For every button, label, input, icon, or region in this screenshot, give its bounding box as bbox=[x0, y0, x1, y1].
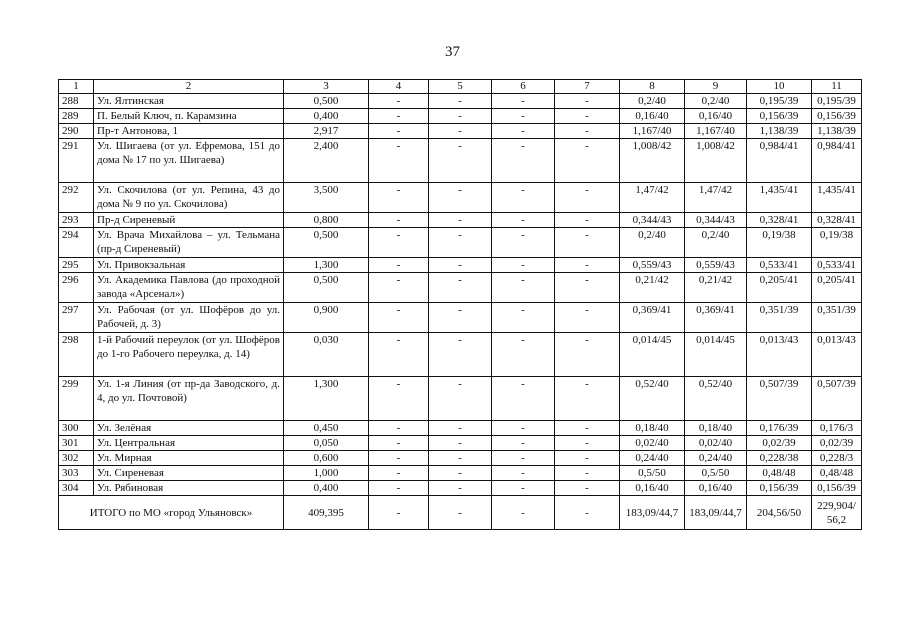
col8-value: 0,2/40 bbox=[620, 228, 685, 258]
header-cell: 10 bbox=[747, 80, 812, 94]
col6-value: - bbox=[492, 124, 555, 139]
total-col5: - bbox=[429, 496, 492, 530]
col10-value: 0,507/39 bbox=[747, 377, 812, 421]
col10-value: 0,984/41 bbox=[747, 139, 812, 183]
header-cell: 2 bbox=[94, 80, 284, 94]
col4-value: - bbox=[369, 466, 429, 481]
header-row bbox=[59, 80, 862, 94]
row-number: 289 bbox=[59, 109, 94, 124]
col11-value: 0,19/38 bbox=[812, 228, 862, 258]
col7-value: - bbox=[555, 273, 620, 303]
col9-value: 0,369/41 bbox=[685, 303, 747, 333]
length-value: 0,500 bbox=[284, 273, 369, 303]
table-row bbox=[59, 139, 862, 183]
col8-value: 0,21/42 bbox=[620, 273, 685, 303]
col4-value: - bbox=[369, 303, 429, 333]
col9-value: 0,5/50 bbox=[685, 466, 747, 481]
col7-value: - bbox=[555, 466, 620, 481]
col5-value: - bbox=[429, 421, 492, 436]
col8-value: 0,16/40 bbox=[620, 481, 685, 496]
col9-value: 0,559/43 bbox=[685, 258, 747, 273]
header-cell: 1 bbox=[59, 80, 94, 94]
table-row bbox=[59, 436, 862, 451]
col4-value: - bbox=[369, 273, 429, 303]
street-name: Ул. Привокзальная bbox=[94, 258, 284, 273]
length-value: 1,300 bbox=[284, 258, 369, 273]
col5-value: - bbox=[429, 183, 492, 213]
col6-value: - bbox=[492, 258, 555, 273]
col6-value: - bbox=[492, 377, 555, 421]
col7-value: - bbox=[555, 183, 620, 213]
length-value: 2,400 bbox=[284, 139, 369, 183]
table-row bbox=[59, 303, 862, 333]
col5-value: - bbox=[429, 94, 492, 109]
col8-value: 0,18/40 bbox=[620, 421, 685, 436]
col8-value: 1,008/42 bbox=[620, 139, 685, 183]
col7-value: - bbox=[555, 94, 620, 109]
street-name: Ул. Скочилова (от ул. Репина, 43 до дома № 9 по ул. Скочилова) bbox=[94, 183, 284, 213]
col6-value: - bbox=[492, 421, 555, 436]
col6-value: - bbox=[492, 213, 555, 228]
total-length: 409,395 bbox=[284, 496, 369, 530]
col11-value: 0,984/41 bbox=[812, 139, 862, 183]
col10-value: 0,328/41 bbox=[747, 213, 812, 228]
total-col9: 183,09/44,7 bbox=[685, 496, 747, 530]
table-row bbox=[59, 377, 862, 421]
header-cell: 5 bbox=[429, 80, 492, 94]
col11-value: 0,156/39 bbox=[812, 109, 862, 124]
col5-value: - bbox=[429, 124, 492, 139]
length-value: 0,500 bbox=[284, 94, 369, 109]
col11-value: 0,507/39 bbox=[812, 377, 862, 421]
street-name: Ул. Академика Павлова (до проходной завода «Арсенал») bbox=[94, 273, 284, 303]
col9-value: 0,24/40 bbox=[685, 451, 747, 466]
col9-value: 1,167/40 bbox=[685, 124, 747, 139]
col9-value: 0,18/40 bbox=[685, 421, 747, 436]
col5-value: - bbox=[429, 481, 492, 496]
col8-value: 0,52/40 bbox=[620, 377, 685, 421]
col7-value: - bbox=[555, 481, 620, 496]
col11-value: 0,351/39 bbox=[812, 303, 862, 333]
col5-value: - bbox=[429, 109, 492, 124]
col4-value: - bbox=[369, 228, 429, 258]
col5-value: - bbox=[429, 273, 492, 303]
table-row bbox=[59, 124, 862, 139]
col6-value: - bbox=[492, 303, 555, 333]
table-row bbox=[59, 333, 862, 377]
col11-value: 1,435/41 bbox=[812, 183, 862, 213]
row-number: 299 bbox=[59, 377, 94, 421]
col10-value: 0,156/39 bbox=[747, 481, 812, 496]
col11-value: 0,533/41 bbox=[812, 258, 862, 273]
length-value: 0,800 bbox=[284, 213, 369, 228]
table-row bbox=[59, 421, 862, 436]
col8-value: 0,16/40 bbox=[620, 109, 685, 124]
header-cell: 3 bbox=[284, 80, 369, 94]
total-col4: - bbox=[369, 496, 429, 530]
col11-value: 1,138/39 bbox=[812, 124, 862, 139]
col8-value: 0,559/43 bbox=[620, 258, 685, 273]
col4-value: - bbox=[369, 451, 429, 466]
col10-value: 0,351/39 bbox=[747, 303, 812, 333]
col4-value: - bbox=[369, 377, 429, 421]
row-number: 296 bbox=[59, 273, 94, 303]
col5-value: - bbox=[429, 258, 492, 273]
col10-value: 1,435/41 bbox=[747, 183, 812, 213]
length-value: 1,300 bbox=[284, 377, 369, 421]
table-row bbox=[59, 451, 862, 466]
col6-value: - bbox=[492, 481, 555, 496]
col10-value: 0,228/38 bbox=[747, 451, 812, 466]
length-value: 0,450 bbox=[284, 421, 369, 436]
col9-value: 0,16/40 bbox=[685, 481, 747, 496]
length-value: 1,000 bbox=[284, 466, 369, 481]
length-value: 3,500 bbox=[284, 183, 369, 213]
col11-value: 0,48/48 bbox=[812, 466, 862, 481]
total-row bbox=[59, 496, 862, 530]
col7-value: - bbox=[555, 109, 620, 124]
col5-value: - bbox=[429, 139, 492, 183]
col6-value: - bbox=[492, 94, 555, 109]
col11-value: 0,228/3 bbox=[812, 451, 862, 466]
col8-value: 1,167/40 bbox=[620, 124, 685, 139]
page-number: 37 bbox=[445, 44, 460, 60]
street-name: 1-й Рабочий переулок (от ул. Шофёров до 1-го Рабочего переулка, д. 14) bbox=[94, 333, 284, 377]
col11-value: 0,02/39 bbox=[812, 436, 862, 451]
length-value: 0,030 bbox=[284, 333, 369, 377]
street-name: Ул. Рабочая (от ул. Шофёров до ул. Рабочей, д. 3) bbox=[94, 303, 284, 333]
col6-value: - bbox=[492, 183, 555, 213]
street-name: Ул. Ялтинская bbox=[94, 94, 284, 109]
total-col8: 183,09/44,7 bbox=[620, 496, 685, 530]
col4-value: - bbox=[369, 183, 429, 213]
col7-value: - bbox=[555, 303, 620, 333]
col4-value: - bbox=[369, 258, 429, 273]
col5-value: - bbox=[429, 213, 492, 228]
col9-value: 0,52/40 bbox=[685, 377, 747, 421]
col6-value: - bbox=[492, 451, 555, 466]
col7-value: - bbox=[555, 139, 620, 183]
col9-value: 0,2/40 bbox=[685, 94, 747, 109]
table-row bbox=[59, 466, 862, 481]
col10-value: 0,02/39 bbox=[747, 436, 812, 451]
col10-value: 0,013/43 bbox=[747, 333, 812, 377]
col11-value: 0,195/39 bbox=[812, 94, 862, 109]
total-label: ИТОГО по МО «город Ульяновск» bbox=[59, 496, 284, 530]
col5-value: - bbox=[429, 228, 492, 258]
table-row bbox=[59, 94, 862, 109]
col10-value: 1,138/39 bbox=[747, 124, 812, 139]
col11-value: 0,176/3 bbox=[812, 421, 862, 436]
street-name: Ул. Зелёная bbox=[94, 421, 284, 436]
street-name: Ул. Рябиновая bbox=[94, 481, 284, 496]
header-cell: 4 bbox=[369, 80, 429, 94]
col8-value: 0,5/50 bbox=[620, 466, 685, 481]
col6-value: - bbox=[492, 466, 555, 481]
header-cell: 9 bbox=[685, 80, 747, 94]
col4-value: - bbox=[369, 213, 429, 228]
col7-value: - bbox=[555, 377, 620, 421]
col7-value: - bbox=[555, 333, 620, 377]
col9-value: 0,21/42 bbox=[685, 273, 747, 303]
col4-value: - bbox=[369, 436, 429, 451]
length-value: 0,400 bbox=[284, 109, 369, 124]
row-number: 291 bbox=[59, 139, 94, 183]
total-col11: 229,904/ 56,2 bbox=[812, 496, 862, 530]
col4-value: - bbox=[369, 333, 429, 377]
col10-value: 0,195/39 bbox=[747, 94, 812, 109]
table-row bbox=[59, 109, 862, 124]
col10-value: 0,176/39 bbox=[747, 421, 812, 436]
total-col10: 204,56/50 bbox=[747, 496, 812, 530]
col6-value: - bbox=[492, 333, 555, 377]
col8-value: 0,014/45 bbox=[620, 333, 685, 377]
street-name: Ул. 1-я Линия (от пр-да Заводского, д. 4, до ул. Почтовой) bbox=[94, 377, 284, 421]
col8-value: 0,24/40 bbox=[620, 451, 685, 466]
total-col7: - bbox=[555, 496, 620, 530]
col7-value: - bbox=[555, 124, 620, 139]
row-number: 297 bbox=[59, 303, 94, 333]
col10-value: 0,156/39 bbox=[747, 109, 812, 124]
col7-value: - bbox=[555, 213, 620, 228]
col9-value: 1,008/42 bbox=[685, 139, 747, 183]
col9-value: 0,16/40 bbox=[685, 109, 747, 124]
col7-value: - bbox=[555, 258, 620, 273]
table-row bbox=[59, 481, 862, 496]
col10-value: 0,205/41 bbox=[747, 273, 812, 303]
col8-value: 0,02/40 bbox=[620, 436, 685, 451]
street-name: Пр-д Сиреневый bbox=[94, 213, 284, 228]
row-number: 292 bbox=[59, 183, 94, 213]
col5-value: - bbox=[429, 436, 492, 451]
col5-value: - bbox=[429, 451, 492, 466]
col5-value: - bbox=[429, 333, 492, 377]
table-row bbox=[59, 183, 862, 213]
row-number: 298 bbox=[59, 333, 94, 377]
header-cell: 8 bbox=[620, 80, 685, 94]
length-value: 0,400 bbox=[284, 481, 369, 496]
row-number: 300 bbox=[59, 421, 94, 436]
row-number: 295 bbox=[59, 258, 94, 273]
row-number: 294 bbox=[59, 228, 94, 258]
col7-value: - bbox=[555, 228, 620, 258]
col5-value: - bbox=[429, 466, 492, 481]
street-name: Ул. Врача Михайлова – ул. Тельмана (пр-д Сиреневый) bbox=[94, 228, 284, 258]
col11-value: 0,328/41 bbox=[812, 213, 862, 228]
row-number: 303 bbox=[59, 466, 94, 481]
col7-value: - bbox=[555, 436, 620, 451]
col11-value: 0,156/39 bbox=[812, 481, 862, 496]
street-name: Пр-т Антонова, 1 bbox=[94, 124, 284, 139]
table-row bbox=[59, 258, 862, 273]
col6-value: - bbox=[492, 139, 555, 183]
col4-value: - bbox=[369, 481, 429, 496]
col9-value: 0,014/45 bbox=[685, 333, 747, 377]
col8-value: 1,47/42 bbox=[620, 183, 685, 213]
col10-value: 0,19/38 bbox=[747, 228, 812, 258]
length-value: 0,600 bbox=[284, 451, 369, 466]
col9-value: 0,2/40 bbox=[685, 228, 747, 258]
col6-value: - bbox=[492, 228, 555, 258]
street-name: Ул. Мирная bbox=[94, 451, 284, 466]
col6-value: - bbox=[492, 273, 555, 303]
col8-value: 0,2/40 bbox=[620, 94, 685, 109]
length-value: 0,050 bbox=[284, 436, 369, 451]
col11-value: 0,205/41 bbox=[812, 273, 862, 303]
row-number: 302 bbox=[59, 451, 94, 466]
header-cell: 6 bbox=[492, 80, 555, 94]
street-name: Ул. Центральная bbox=[94, 436, 284, 451]
col11-value: 0,013/43 bbox=[812, 333, 862, 377]
col10-value: 0,48/48 bbox=[747, 466, 812, 481]
header-cell: 11 bbox=[812, 80, 862, 94]
col7-value: - bbox=[555, 421, 620, 436]
length-value: 0,500 bbox=[284, 228, 369, 258]
row-number: 288 bbox=[59, 94, 94, 109]
col9-value: 1,47/42 bbox=[685, 183, 747, 213]
street-name: Ул. Сиреневая bbox=[94, 466, 284, 481]
col9-value: 0,344/43 bbox=[685, 213, 747, 228]
col4-value: - bbox=[369, 124, 429, 139]
col6-value: - bbox=[492, 436, 555, 451]
row-number: 304 bbox=[59, 481, 94, 496]
col5-value: - bbox=[429, 303, 492, 333]
col4-value: - bbox=[369, 109, 429, 124]
header-cell: 7 bbox=[555, 80, 620, 94]
row-number: 301 bbox=[59, 436, 94, 451]
street-name: Ул. Шигаева (от ул. Ефремова, 151 до дома № 17 по ул. Шигаева) bbox=[94, 139, 284, 183]
street-name: П. Белый Ключ, п. Карамзина bbox=[94, 109, 284, 124]
col6-value: - bbox=[492, 109, 555, 124]
col8-value: 0,369/41 bbox=[620, 303, 685, 333]
col4-value: - bbox=[369, 421, 429, 436]
col4-value: - bbox=[369, 94, 429, 109]
col5-value: - bbox=[429, 377, 492, 421]
table-row bbox=[59, 213, 862, 228]
col9-value: 0,02/40 bbox=[685, 436, 747, 451]
col7-value: - bbox=[555, 451, 620, 466]
table-row bbox=[59, 228, 862, 258]
row-number: 290 bbox=[59, 124, 94, 139]
col8-value: 0,344/43 bbox=[620, 213, 685, 228]
row-number: 293 bbox=[59, 213, 94, 228]
col10-value: 0,533/41 bbox=[747, 258, 812, 273]
length-value: 2,917 bbox=[284, 124, 369, 139]
length-value: 0,900 bbox=[284, 303, 369, 333]
col4-value: - bbox=[369, 139, 429, 183]
total-col6: - bbox=[492, 496, 555, 530]
road-table bbox=[58, 79, 862, 530]
table-row bbox=[59, 273, 862, 303]
